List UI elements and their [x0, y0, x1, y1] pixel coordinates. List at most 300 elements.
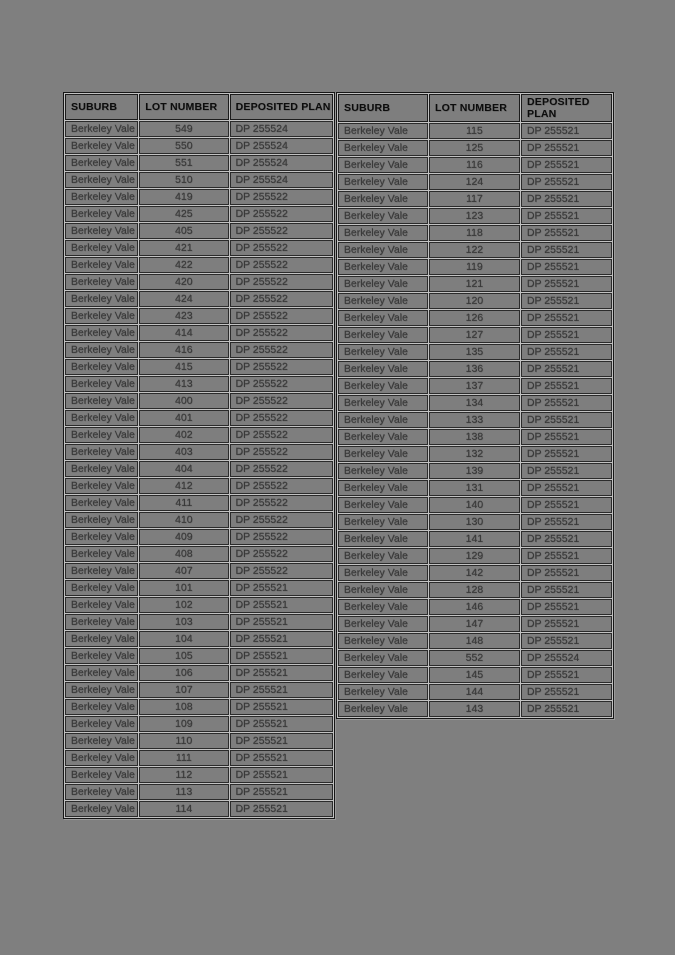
table-row — [65, 410, 333, 426]
lot-number-cell: 410 — [139, 512, 228, 528]
lot-number-cell: 140 — [429, 497, 520, 513]
deposited-plan-cell: DP 255522 — [230, 376, 333, 392]
lot-number-cell: 108 — [139, 699, 228, 715]
table-row — [65, 257, 333, 273]
table-row — [65, 614, 333, 630]
lot-number-cell: 424 — [139, 291, 228, 307]
table-row — [65, 512, 333, 528]
lot-number-cell: 132 — [429, 446, 520, 462]
suburb-cell: Berkeley Vale — [338, 123, 428, 139]
table-row — [65, 563, 333, 579]
deposited-plan-cell: DP 255524 — [230, 172, 333, 188]
table-header — [65, 94, 333, 120]
deposited-plan-cell: DP 255521 — [521, 157, 612, 173]
deposited-plan-cell: DP 255521 — [521, 412, 612, 428]
lot-number-cell: 120 — [429, 293, 520, 309]
lot-number-cell: 128 — [429, 582, 520, 598]
table-row — [338, 140, 612, 156]
lot-number-cell: 119 — [429, 259, 520, 275]
table-row — [338, 123, 612, 139]
lot-number-cell: 110 — [139, 733, 228, 749]
lot-number-cell: 103 — [139, 614, 228, 630]
deposited-plan-cell: DP 255524 — [230, 155, 333, 171]
deposited-plan-cell: DP 255521 — [230, 597, 333, 613]
table-row — [338, 429, 612, 445]
table-row — [65, 529, 333, 545]
lot-number-cell: 405 — [139, 223, 228, 239]
suburb-cell: Berkeley Vale — [65, 274, 138, 290]
table-row — [338, 225, 612, 241]
deposited-plan-cell: DP 255521 — [230, 580, 333, 596]
suburb-cell: Berkeley Vale — [338, 684, 428, 700]
suburb-cell: Berkeley Vale — [65, 478, 138, 494]
column-header-lot-number: LOT NUMBER — [139, 94, 228, 120]
table-row — [338, 616, 612, 632]
table-row — [65, 546, 333, 562]
table-row — [338, 565, 612, 581]
suburb-cell: Berkeley Vale — [65, 546, 138, 562]
suburb-cell: Berkeley Vale — [65, 461, 138, 477]
table-body — [65, 121, 333, 817]
suburb-cell: Berkeley Vale — [65, 325, 138, 341]
suburb-cell: Berkeley Vale — [338, 667, 428, 683]
lot-number-cell: 116 — [429, 157, 520, 173]
deposited-plan-cell: DP 255521 — [521, 208, 612, 224]
suburb-cell: Berkeley Vale — [65, 410, 138, 426]
table-row — [65, 172, 333, 188]
deposited-plan-cell: DP 255522 — [230, 342, 333, 358]
table-row — [65, 767, 333, 783]
suburb-cell: Berkeley Vale — [338, 633, 428, 649]
suburb-cell: Berkeley Vale — [65, 665, 138, 681]
suburb-cell: Berkeley Vale — [65, 291, 138, 307]
table-row — [65, 597, 333, 613]
lot-number-cell: 401 — [139, 410, 228, 426]
deposited-plan-cell: DP 255522 — [230, 478, 333, 494]
suburb-cell: Berkeley Vale — [338, 259, 428, 275]
lot-number-cell: 415 — [139, 359, 228, 375]
suburb-cell: Berkeley Vale — [65, 784, 138, 800]
deposited-plan-cell: DP 255522 — [230, 495, 333, 511]
table-header — [338, 94, 612, 122]
suburb-cell: Berkeley Vale — [65, 189, 138, 205]
lot-number-cell: 112 — [139, 767, 228, 783]
suburb-cell: Berkeley Vale — [65, 376, 138, 392]
suburb-cell: Berkeley Vale — [338, 208, 428, 224]
suburb-cell: Berkeley Vale — [338, 531, 428, 547]
suburb-cell: Berkeley Vale — [338, 310, 428, 326]
suburb-cell: Berkeley Vale — [338, 582, 428, 598]
deposited-plan-cell: DP 255522 — [230, 189, 333, 205]
table-row — [338, 412, 612, 428]
table-body — [338, 123, 612, 717]
table-row — [65, 682, 333, 698]
table-row — [338, 378, 612, 394]
suburb-cell: Berkeley Vale — [65, 393, 138, 409]
lot-number-cell: 413 — [139, 376, 228, 392]
deposited-plan-cell: DP 255522 — [230, 529, 333, 545]
suburb-cell: Berkeley Vale — [65, 733, 138, 749]
suburb-cell: Berkeley Vale — [338, 548, 428, 564]
deposited-plan-cell: DP 255522 — [230, 291, 333, 307]
lot-table-right — [336, 92, 614, 719]
suburb-cell: Berkeley Vale — [65, 427, 138, 443]
table-row — [65, 750, 333, 766]
table-row — [65, 801, 333, 817]
deposited-plan-cell: DP 255522 — [230, 325, 333, 341]
table-row — [65, 308, 333, 324]
suburb-cell: Berkeley Vale — [338, 514, 428, 530]
deposited-plan-cell: DP 255521 — [521, 310, 612, 326]
table-row — [65, 342, 333, 358]
table-row — [338, 463, 612, 479]
suburb-cell: Berkeley Vale — [338, 293, 428, 309]
lot-number-cell: 549 — [139, 121, 228, 137]
lot-number-cell: 139 — [429, 463, 520, 479]
lot-number-cell: 420 — [139, 274, 228, 290]
lot-number-cell: 122 — [429, 242, 520, 258]
deposited-plan-cell: DP 255521 — [521, 378, 612, 394]
table-row — [338, 684, 612, 700]
suburb-cell: Berkeley Vale — [65, 121, 138, 137]
lot-number-cell: 114 — [139, 801, 228, 817]
table-row — [65, 274, 333, 290]
deposited-plan-cell: DP 255522 — [230, 563, 333, 579]
lot-number-cell: 550 — [139, 138, 228, 154]
table-row — [65, 121, 333, 137]
suburb-cell: Berkeley Vale — [338, 429, 428, 445]
table-row — [338, 208, 612, 224]
suburb-cell: Berkeley Vale — [338, 242, 428, 258]
lot-number-cell: 404 — [139, 461, 228, 477]
deposited-plan-cell: DP 255522 — [230, 308, 333, 324]
table-row — [65, 359, 333, 375]
deposited-plan-cell: DP 255521 — [521, 225, 612, 241]
suburb-cell: Berkeley Vale — [338, 701, 428, 717]
table-row — [65, 716, 333, 732]
lot-number-cell: 102 — [139, 597, 228, 613]
deposited-plan-cell: DP 255522 — [230, 359, 333, 375]
deposited-plan-cell: DP 255521 — [230, 665, 333, 681]
deposited-plan-cell: DP 255521 — [521, 191, 612, 207]
suburb-cell: Berkeley Vale — [65, 716, 138, 732]
table-row — [65, 206, 333, 222]
suburb-cell: Berkeley Vale — [65, 682, 138, 698]
lot-number-cell: 145 — [429, 667, 520, 683]
deposited-plan-cell: DP 255521 — [521, 395, 612, 411]
lot-number-cell: 423 — [139, 308, 228, 324]
table-row — [65, 376, 333, 392]
table-row — [338, 480, 612, 496]
lot-number-cell: 414 — [139, 325, 228, 341]
lot-number-cell: 129 — [429, 548, 520, 564]
column-header-suburb: SUBURB — [65, 94, 138, 120]
table-row — [65, 444, 333, 460]
suburb-cell: Berkeley Vale — [338, 157, 428, 173]
table-row — [65, 189, 333, 205]
deposited-plan-cell: DP 255521 — [521, 616, 612, 632]
lot-number-cell: 403 — [139, 444, 228, 460]
suburb-cell: Berkeley Vale — [65, 767, 138, 783]
table-row — [65, 580, 333, 596]
suburb-cell: Berkeley Vale — [65, 359, 138, 375]
table-row — [338, 157, 612, 173]
suburb-cell: Berkeley Vale — [65, 308, 138, 324]
lot-number-cell: 148 — [429, 633, 520, 649]
deposited-plan-cell: DP 255522 — [230, 410, 333, 426]
header-row — [338, 94, 612, 122]
lot-number-cell: 135 — [429, 344, 520, 360]
lot-number-cell: 407 — [139, 563, 228, 579]
suburb-cell: Berkeley Vale — [338, 497, 428, 513]
deposited-plan-cell: DP 255521 — [521, 242, 612, 258]
table-row — [338, 310, 612, 326]
lot-number-cell: 127 — [429, 327, 520, 343]
deposited-plan-cell: DP 255521 — [521, 293, 612, 309]
table-row — [338, 293, 612, 309]
table-row — [65, 155, 333, 171]
lot-number-cell: 551 — [139, 155, 228, 171]
suburb-cell: Berkeley Vale — [65, 240, 138, 256]
deposited-plan-cell: DP 255521 — [521, 667, 612, 683]
table-row — [65, 478, 333, 494]
table-row — [338, 327, 612, 343]
lot-number-cell: 146 — [429, 599, 520, 615]
lot-number-cell: 147 — [429, 616, 520, 632]
suburb-cell: Berkeley Vale — [338, 225, 428, 241]
table-row — [338, 276, 612, 292]
deposited-plan-cell: DP 255521 — [230, 648, 333, 664]
suburb-cell: Berkeley Vale — [338, 616, 428, 632]
table-row — [65, 325, 333, 341]
suburb-cell: Berkeley Vale — [65, 172, 138, 188]
table-row — [338, 242, 612, 258]
suburb-cell: Berkeley Vale — [338, 412, 428, 428]
lot-number-cell: 105 — [139, 648, 228, 664]
suburb-cell: Berkeley Vale — [65, 138, 138, 154]
deposited-plan-cell: DP 255521 — [521, 701, 612, 717]
lot-number-cell: 416 — [139, 342, 228, 358]
lot-number-cell: 412 — [139, 478, 228, 494]
lot-number-cell: 118 — [429, 225, 520, 241]
lot-number-cell: 113 — [139, 784, 228, 800]
deposited-plan-cell: DP 255521 — [521, 599, 612, 615]
lot-number-cell: 130 — [429, 514, 520, 530]
lot-number-cell: 409 — [139, 529, 228, 545]
table-row — [65, 784, 333, 800]
suburb-cell: Berkeley Vale — [65, 206, 138, 222]
deposited-plan-cell: DP 255522 — [230, 274, 333, 290]
lot-number-cell: 125 — [429, 140, 520, 156]
deposited-plan-cell: DP 255521 — [521, 497, 612, 513]
lot-number-cell: 422 — [139, 257, 228, 273]
suburb-cell: Berkeley Vale — [338, 276, 428, 292]
deposited-plan-cell: DP 255521 — [230, 614, 333, 630]
deposited-plan-cell: DP 255521 — [521, 684, 612, 700]
suburb-cell: Berkeley Vale — [65, 257, 138, 273]
suburb-cell: Berkeley Vale — [65, 699, 138, 715]
column-header-deposited-plan: DEPOSITED PLAN — [521, 94, 612, 122]
table-row — [65, 665, 333, 681]
suburb-cell: Berkeley Vale — [65, 580, 138, 596]
deposited-plan-cell: DP 255521 — [521, 463, 612, 479]
table-row — [65, 495, 333, 511]
deposited-plan-cell: DP 255524 — [521, 650, 612, 666]
suburb-cell: Berkeley Vale — [65, 223, 138, 239]
suburb-cell: Berkeley Vale — [65, 631, 138, 647]
suburb-cell: Berkeley Vale — [65, 444, 138, 460]
suburb-cell: Berkeley Vale — [65, 495, 138, 511]
lot-number-cell: 425 — [139, 206, 228, 222]
suburb-cell: Berkeley Vale — [338, 140, 428, 156]
table-row — [65, 240, 333, 256]
suburb-cell: Berkeley Vale — [338, 327, 428, 343]
table-row — [65, 223, 333, 239]
deposited-plan-cell: DP 255522 — [230, 223, 333, 239]
suburb-cell: Berkeley Vale — [65, 529, 138, 545]
lot-number-cell: 106 — [139, 665, 228, 681]
deposited-plan-cell: DP 255522 — [230, 206, 333, 222]
table-row — [338, 395, 612, 411]
suburb-cell: Berkeley Vale — [338, 480, 428, 496]
deposited-plan-cell: DP 255521 — [521, 633, 612, 649]
table-row — [338, 191, 612, 207]
lot-number-cell: 143 — [429, 701, 520, 717]
lot-number-cell: 510 — [139, 172, 228, 188]
suburb-cell: Berkeley Vale — [338, 565, 428, 581]
lot-number-cell: 552 — [429, 650, 520, 666]
deposited-plan-cell: DP 255524 — [230, 138, 333, 154]
suburb-cell: Berkeley Vale — [65, 750, 138, 766]
deposited-plan-cell: DP 255521 — [521, 276, 612, 292]
deposited-plan-cell: DP 255522 — [230, 240, 333, 256]
column-header-deposited-plan: DEPOSITED PLAN — [230, 94, 333, 120]
deposited-plan-cell: DP 255521 — [521, 344, 612, 360]
deposited-plan-cell: DP 255521 — [521, 514, 612, 530]
table-row — [65, 631, 333, 647]
suburb-cell: Berkeley Vale — [65, 512, 138, 528]
lot-number-cell: 419 — [139, 189, 228, 205]
deposited-plan-cell: DP 255521 — [521, 361, 612, 377]
deposited-plan-cell: DP 255521 — [521, 531, 612, 547]
column-header-lot-number: LOT NUMBER — [429, 94, 520, 122]
deposited-plan-cell: DP 255521 — [230, 801, 333, 817]
suburb-cell: Berkeley Vale — [338, 361, 428, 377]
deposited-plan-cell: DP 255521 — [521, 123, 612, 139]
suburb-cell: Berkeley Vale — [65, 801, 138, 817]
table-row — [65, 699, 333, 715]
table-row — [338, 446, 612, 462]
table-row — [65, 393, 333, 409]
deposited-plan-cell: DP 255522 — [230, 546, 333, 562]
deposited-plan-cell: DP 255522 — [230, 512, 333, 528]
deposited-plan-cell: DP 255521 — [521, 582, 612, 598]
suburb-cell: Berkeley Vale — [338, 174, 428, 190]
lot-number-cell: 124 — [429, 174, 520, 190]
table-row — [65, 138, 333, 154]
lot-number-cell: 131 — [429, 480, 520, 496]
lot-number-cell: 101 — [139, 580, 228, 596]
table-row — [338, 650, 612, 666]
suburb-cell: Berkeley Vale — [338, 650, 428, 666]
deposited-plan-cell: DP 255521 — [521, 429, 612, 445]
deposited-plan-cell: DP 255522 — [230, 444, 333, 460]
table-row — [338, 361, 612, 377]
table-row — [338, 497, 612, 513]
deposited-plan-cell: DP 255521 — [230, 767, 333, 783]
lot-number-cell: 123 — [429, 208, 520, 224]
deposited-plan-cell: DP 255521 — [521, 327, 612, 343]
deposited-plan-cell: DP 255522 — [230, 427, 333, 443]
deposited-plan-cell: DP 255521 — [230, 733, 333, 749]
deposited-plan-cell: DP 255521 — [521, 446, 612, 462]
lot-number-cell: 411 — [139, 495, 228, 511]
suburb-cell: Berkeley Vale — [65, 342, 138, 358]
suburb-cell: Berkeley Vale — [338, 599, 428, 615]
table-row — [65, 461, 333, 477]
lot-number-cell: 104 — [139, 631, 228, 647]
table-row — [338, 633, 612, 649]
deposited-plan-cell: DP 255521 — [230, 750, 333, 766]
deposited-plan-cell: DP 255521 — [521, 480, 612, 496]
deposited-plan-cell: DP 255521 — [521, 565, 612, 581]
lot-number-cell: 115 — [429, 123, 520, 139]
column-header-suburb: SUBURB — [338, 94, 428, 122]
suburb-cell: Berkeley Vale — [338, 378, 428, 394]
lot-number-cell: 117 — [429, 191, 520, 207]
table-row — [65, 648, 333, 664]
deposited-plan-cell: DP 255521 — [521, 140, 612, 156]
lot-number-cell: 107 — [139, 682, 228, 698]
suburb-cell: Berkeley Vale — [65, 155, 138, 171]
table-row — [65, 291, 333, 307]
suburb-cell: Berkeley Vale — [338, 344, 428, 360]
suburb-cell: Berkeley Vale — [338, 463, 428, 479]
suburb-cell: Berkeley Vale — [65, 597, 138, 613]
deposited-plan-cell: DP 255521 — [230, 631, 333, 647]
table-row — [338, 174, 612, 190]
lot-number-cell: 121 — [429, 276, 520, 292]
table-row — [338, 344, 612, 360]
deposited-plan-cell: DP 255521 — [230, 716, 333, 732]
lot-number-cell: 111 — [139, 750, 228, 766]
suburb-cell: Berkeley Vale — [65, 614, 138, 630]
table-row — [338, 259, 612, 275]
lot-number-cell: 109 — [139, 716, 228, 732]
deposited-plan-cell: DP 255522 — [230, 461, 333, 477]
table-row — [65, 733, 333, 749]
lot-number-cell: 136 — [429, 361, 520, 377]
deposited-plan-cell: DP 255522 — [230, 393, 333, 409]
suburb-cell: Berkeley Vale — [65, 563, 138, 579]
table-row — [338, 599, 612, 615]
table-row — [338, 548, 612, 564]
deposited-plan-cell: DP 255521 — [521, 259, 612, 275]
table-row — [65, 427, 333, 443]
table-row — [338, 701, 612, 717]
header-row — [65, 94, 333, 120]
lot-number-cell: 144 — [429, 684, 520, 700]
table-row — [338, 582, 612, 598]
lot-table-left — [63, 92, 335, 819]
table-row — [338, 531, 612, 547]
lot-number-cell: 421 — [139, 240, 228, 256]
suburb-cell: Berkeley Vale — [65, 648, 138, 664]
deposited-plan-cell: DP 255521 — [230, 784, 333, 800]
deposited-plan-cell: DP 255524 — [230, 121, 333, 137]
suburb-cell: Berkeley Vale — [338, 446, 428, 462]
table-row — [338, 667, 612, 683]
